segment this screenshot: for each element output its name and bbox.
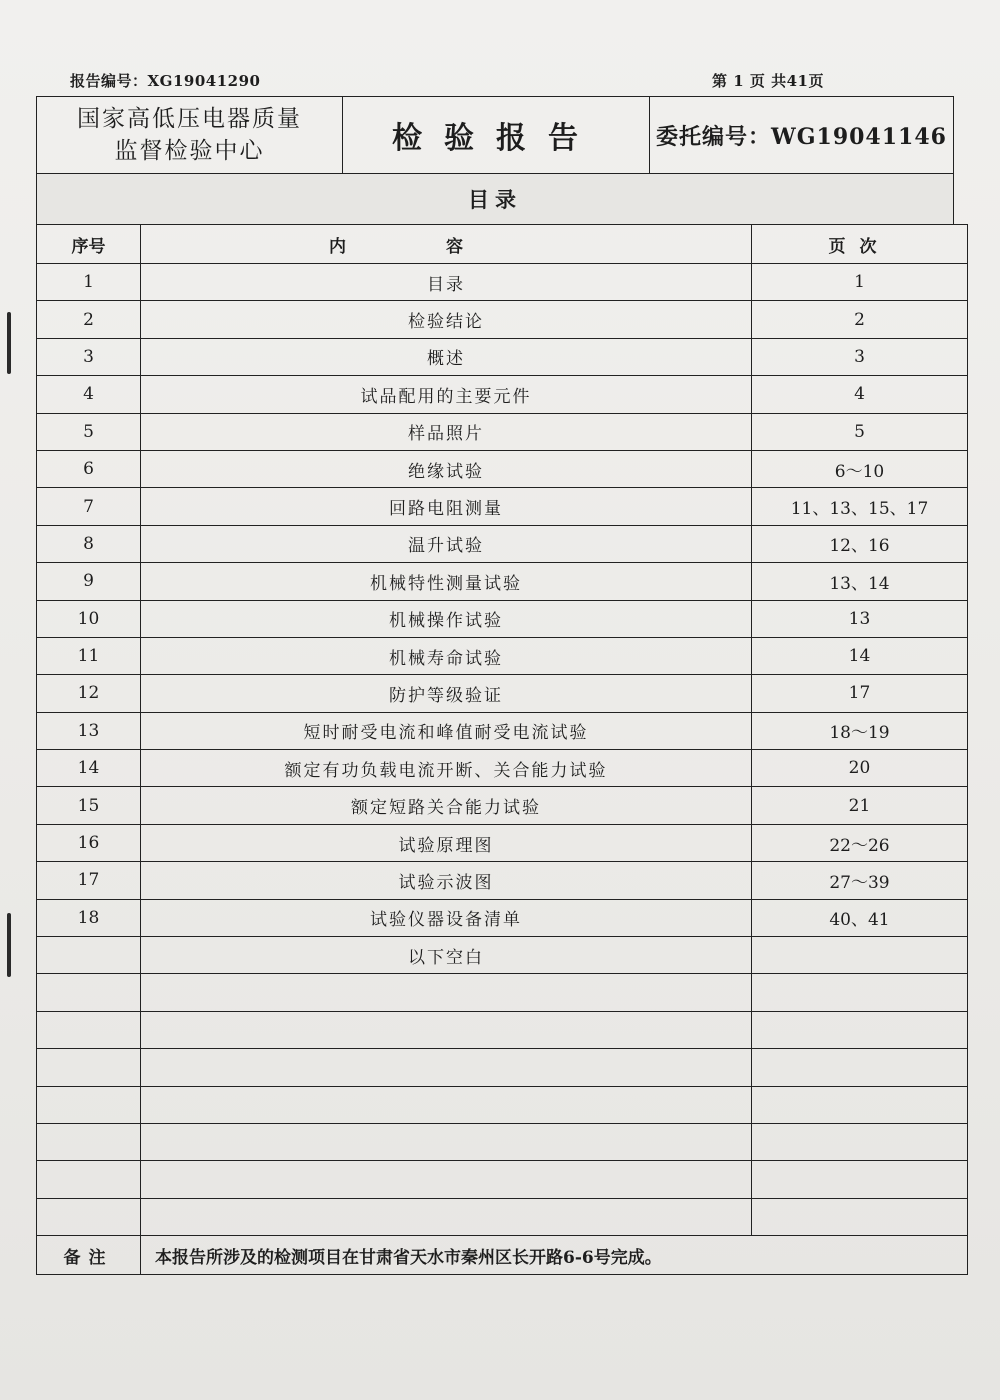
blank-cell <box>37 974 141 1011</box>
blank-row <box>37 974 968 1011</box>
table-row <box>37 301 968 338</box>
binding-mark <box>7 913 11 977</box>
toc-cell-page: 11、13、15、17 <box>752 488 968 525</box>
report-number: 报告编号：XG19041290 <box>70 72 261 90</box>
toc-cell-no: 13 <box>37 712 141 749</box>
binding-mark <box>7 312 11 374</box>
blank-cell <box>752 1198 968 1235</box>
toc-cell-content: 绝缘试验 <box>141 450 752 487</box>
blank-row <box>37 1011 968 1048</box>
blank-cell <box>141 1011 752 1048</box>
table-row <box>37 376 968 413</box>
blank-cell <box>37 1049 141 1086</box>
toc-cell-page: 3 <box>752 338 968 375</box>
toc-cell-no: 14 <box>37 750 141 787</box>
toc-cell-no: 10 <box>37 600 141 637</box>
toc-cell-no: 17 <box>37 862 141 899</box>
blank-row <box>37 1049 968 1086</box>
toc-cell-page: 14 <box>752 637 968 674</box>
toc-cell-content: 试品配用的主要元件 <box>141 376 752 413</box>
toc-cell-no: 18 <box>37 899 141 936</box>
toc-cell-content: 机械寿命试验 <box>141 637 752 674</box>
toc-cell-page: 2 <box>752 301 968 338</box>
note-text: 本报告所涉及的检测项目在甘肃省天水市秦州区长开路6-6号完成。 <box>141 1236 968 1275</box>
toc-cell-no: 11 <box>37 637 141 674</box>
blank-cell <box>752 1086 968 1123</box>
blank-cell <box>141 974 752 1011</box>
toc-cell-content: 短时耐受电流和峰值耐受电流试验 <box>141 712 752 749</box>
table-row <box>37 264 968 301</box>
toc-cell-content: 机械特性测量试验 <box>141 563 752 600</box>
toc-cell-page: 12、16 <box>752 525 968 562</box>
blank-cell <box>141 1086 752 1123</box>
blank-row <box>37 1123 968 1160</box>
blank-cell <box>752 1011 968 1048</box>
toc-cell-content: 额定短路关合能力试验 <box>141 787 752 824</box>
toc-cell-page: 6～10 <box>752 450 968 487</box>
toc-cell-content: 试验示波图 <box>141 862 752 899</box>
toc-cell-no: 8 <box>37 525 141 562</box>
note-label: 备注 <box>37 1236 141 1275</box>
blank-cell <box>37 1161 141 1198</box>
table-row <box>37 338 968 375</box>
table-row <box>37 787 968 824</box>
organization-line-1: 国家高低压电器质量 <box>77 106 302 132</box>
toc-cell-content: 试验原理图 <box>141 824 752 861</box>
toc-cell-no: 2 <box>37 301 141 338</box>
table-row <box>37 637 968 674</box>
toc-cell-no: 15 <box>37 787 141 824</box>
toc-cell-content: 样品照片 <box>141 413 752 450</box>
blank-cell <box>37 1086 141 1123</box>
report-title: 检验报告 <box>343 97 650 174</box>
toc-cell-content: 回路电阻测量 <box>141 488 752 525</box>
toc-cell-no <box>37 937 141 974</box>
toc-cell-no: 5 <box>37 413 141 450</box>
blank-cell <box>752 1161 968 1198</box>
commission-number: 委托编号：WG19041146 <box>650 97 954 174</box>
column-header-no: 序号 <box>37 225 141 264</box>
table-row <box>37 525 968 562</box>
blank-cell <box>752 974 968 1011</box>
table-row <box>37 675 968 712</box>
toc-cell-content: 额定有功负载电流开断、关合能力试验 <box>141 750 752 787</box>
table-row <box>37 862 968 899</box>
blank-cell <box>752 1123 968 1160</box>
toc-cell-no: 16 <box>37 824 141 861</box>
toc-cell-page: 27～39 <box>752 862 968 899</box>
toc-cell-page: 13、14 <box>752 563 968 600</box>
toc-cell-content: 检验结论 <box>141 301 752 338</box>
toc-cell-content: 机械操作试验 <box>141 600 752 637</box>
toc-cell-content: 概述 <box>141 338 752 375</box>
blank-row <box>37 1198 968 1235</box>
table-row <box>37 899 968 936</box>
toc-cell-page: 5 <box>752 413 968 450</box>
table-row <box>37 712 968 749</box>
blank-cell <box>37 1011 141 1048</box>
toc-cell-page: 17 <box>752 675 968 712</box>
table-row <box>37 750 968 787</box>
blank-cell <box>141 1161 752 1198</box>
toc-cell-content: 防护等级验证 <box>141 675 752 712</box>
toc-cell-page: 1 <box>752 264 968 301</box>
toc-cell-page: 21 <box>752 787 968 824</box>
blank-cell <box>37 1198 141 1235</box>
toc-cell-no: 7 <box>37 488 141 525</box>
blank-cell <box>141 1123 752 1160</box>
toc-cell-page <box>752 937 968 974</box>
toc-cell-content: 温升试验 <box>141 525 752 562</box>
page-number: 第 1 页 共41页 <box>712 72 824 90</box>
note-row <box>37 1236 968 1275</box>
toc-cell-page: 4 <box>752 376 968 413</box>
toc-cell-page: 22～26 <box>752 824 968 861</box>
toc-cell-no: 1 <box>37 264 141 301</box>
toc-cell-page: 20 <box>752 750 968 787</box>
blank-cell <box>752 1049 968 1086</box>
toc-cell-no: 12 <box>37 675 141 712</box>
toc-cell-no: 9 <box>37 563 141 600</box>
toc-cell-content: 目录 <box>141 264 752 301</box>
toc-cell-page: 40、41 <box>752 899 968 936</box>
report-header <box>36 96 954 225</box>
table-row <box>37 563 968 600</box>
table-row <box>37 824 968 861</box>
toc-header-row <box>37 225 968 264</box>
organization-line-2: 监督检验中心 <box>114 138 265 164</box>
table-row <box>37 450 968 487</box>
blank-cell <box>141 1198 752 1235</box>
toc-cell-content: 以下空白 <box>141 937 752 974</box>
toc-cell-content: 试验仪器设备清单 <box>141 899 752 936</box>
table-row <box>37 488 968 525</box>
toc-title: 目录 <box>37 174 954 225</box>
table-row <box>37 937 968 974</box>
toc-table <box>36 224 968 1275</box>
toc-cell-page: 18～19 <box>752 712 968 749</box>
column-header-page: 页次 <box>752 225 968 264</box>
table-row <box>37 413 968 450</box>
column-header-content: 内容 <box>141 225 752 264</box>
toc-cell-no: 6 <box>37 450 141 487</box>
toc-cell-no: 4 <box>37 376 141 413</box>
organization-name <box>37 97 343 174</box>
toc-cell-page: 13 <box>752 600 968 637</box>
table-row <box>37 600 968 637</box>
blank-row <box>37 1086 968 1123</box>
toc-cell-no: 3 <box>37 338 141 375</box>
blank-cell <box>141 1049 752 1086</box>
blank-row <box>37 1161 968 1198</box>
blank-cell <box>37 1123 141 1160</box>
